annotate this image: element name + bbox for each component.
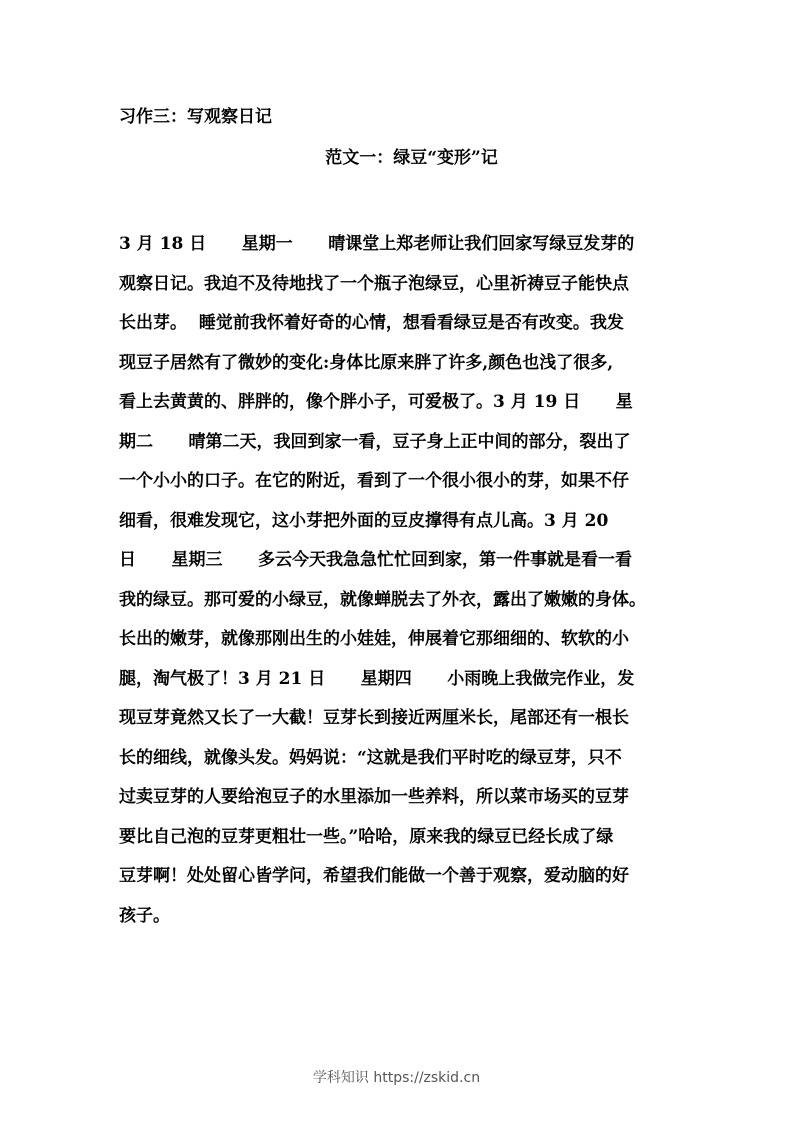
essay-body bbox=[119, 225, 679, 936]
essay-line: 看上去黄黄的、胖胖的，像个胖小子，可爱极了。3 月 19 日 星 bbox=[119, 392, 633, 412]
footer-watermark: 学科知识 https://zskid.cn bbox=[312, 1070, 481, 1086]
essay-line: 长的细线，就像头发。妈妈说：“这就是我们平时吃的绿豆芽，只不 bbox=[119, 747, 622, 768]
essay-line: 长出的嫩芽，就像那刚出生的小娃娃，伸展着它那细细的、软软的小 bbox=[119, 629, 629, 649]
essay-line: 豆芽啊！处处留心皆学问，希望我们能做一个善于观察，爱动脑的好 bbox=[119, 866, 629, 886]
essay-line: 要比自己泡的豆芽更粗壮一些。”哈哈，原来我的绿豆已经长成了绿 bbox=[119, 826, 614, 847]
essay-line: 长出芽。 睡觉前我怀着好奇的心情，想看看绿豆是否有改变。我发 bbox=[119, 313, 624, 333]
essay-line: 一个小小的口子。在它的附近，看到了一个很小很小的芽，如果不仔 bbox=[119, 471, 629, 491]
essay-line: 我的绿豆。那可爱的小绿豆，就像蝉脱去了外衣，露出了嫩嫩的身体。 bbox=[119, 589, 646, 610]
essay-title: 范文一：绿豆“变形”记 bbox=[325, 148, 498, 168]
essay-line: 日 星期三 多云今天我急急忙忙回到家，第一件事就是看一看 bbox=[119, 550, 633, 570]
essay-line: 现豆子居然有了微妙的变化:身体比原来胖了许多,颜色也浅了很多, bbox=[119, 352, 614, 373]
essay-line: 期二 晴第二天，我回到家一看，豆子身上正中间的部分，裂出了 bbox=[119, 431, 631, 452]
essay-line: 细看，很难发现它，这小芽把外面的豆皮撑得有点儿高。3 月 20 bbox=[119, 510, 609, 531]
section-heading: 习作三：写观察日记 bbox=[119, 107, 272, 127]
essay-line: 现豆芽竟然又长了一大截！豆芽长到接近两厘米长，尾部还有一根长 bbox=[119, 708, 629, 728]
essay-line: 3 月 18 日 星期一 晴课堂上郑老师让我们回家写绿豆发芽的 bbox=[119, 234, 635, 254]
essay-line: 腿，淘气极了！3 月 21 日 星期四 小雨晚上我做完作业，发 bbox=[119, 668, 635, 689]
essay-line: 孩子。 bbox=[119, 905, 170, 926]
essay-line: 观察日记。我迫不及待地找了一个瓶子泡绿豆，心里祈祷豆子能快点 bbox=[119, 273, 629, 294]
essay-line: 过卖豆芽的人要给泡豆子的水里添加一些养料，所以菜市场买的豆芽 bbox=[119, 787, 629, 807]
